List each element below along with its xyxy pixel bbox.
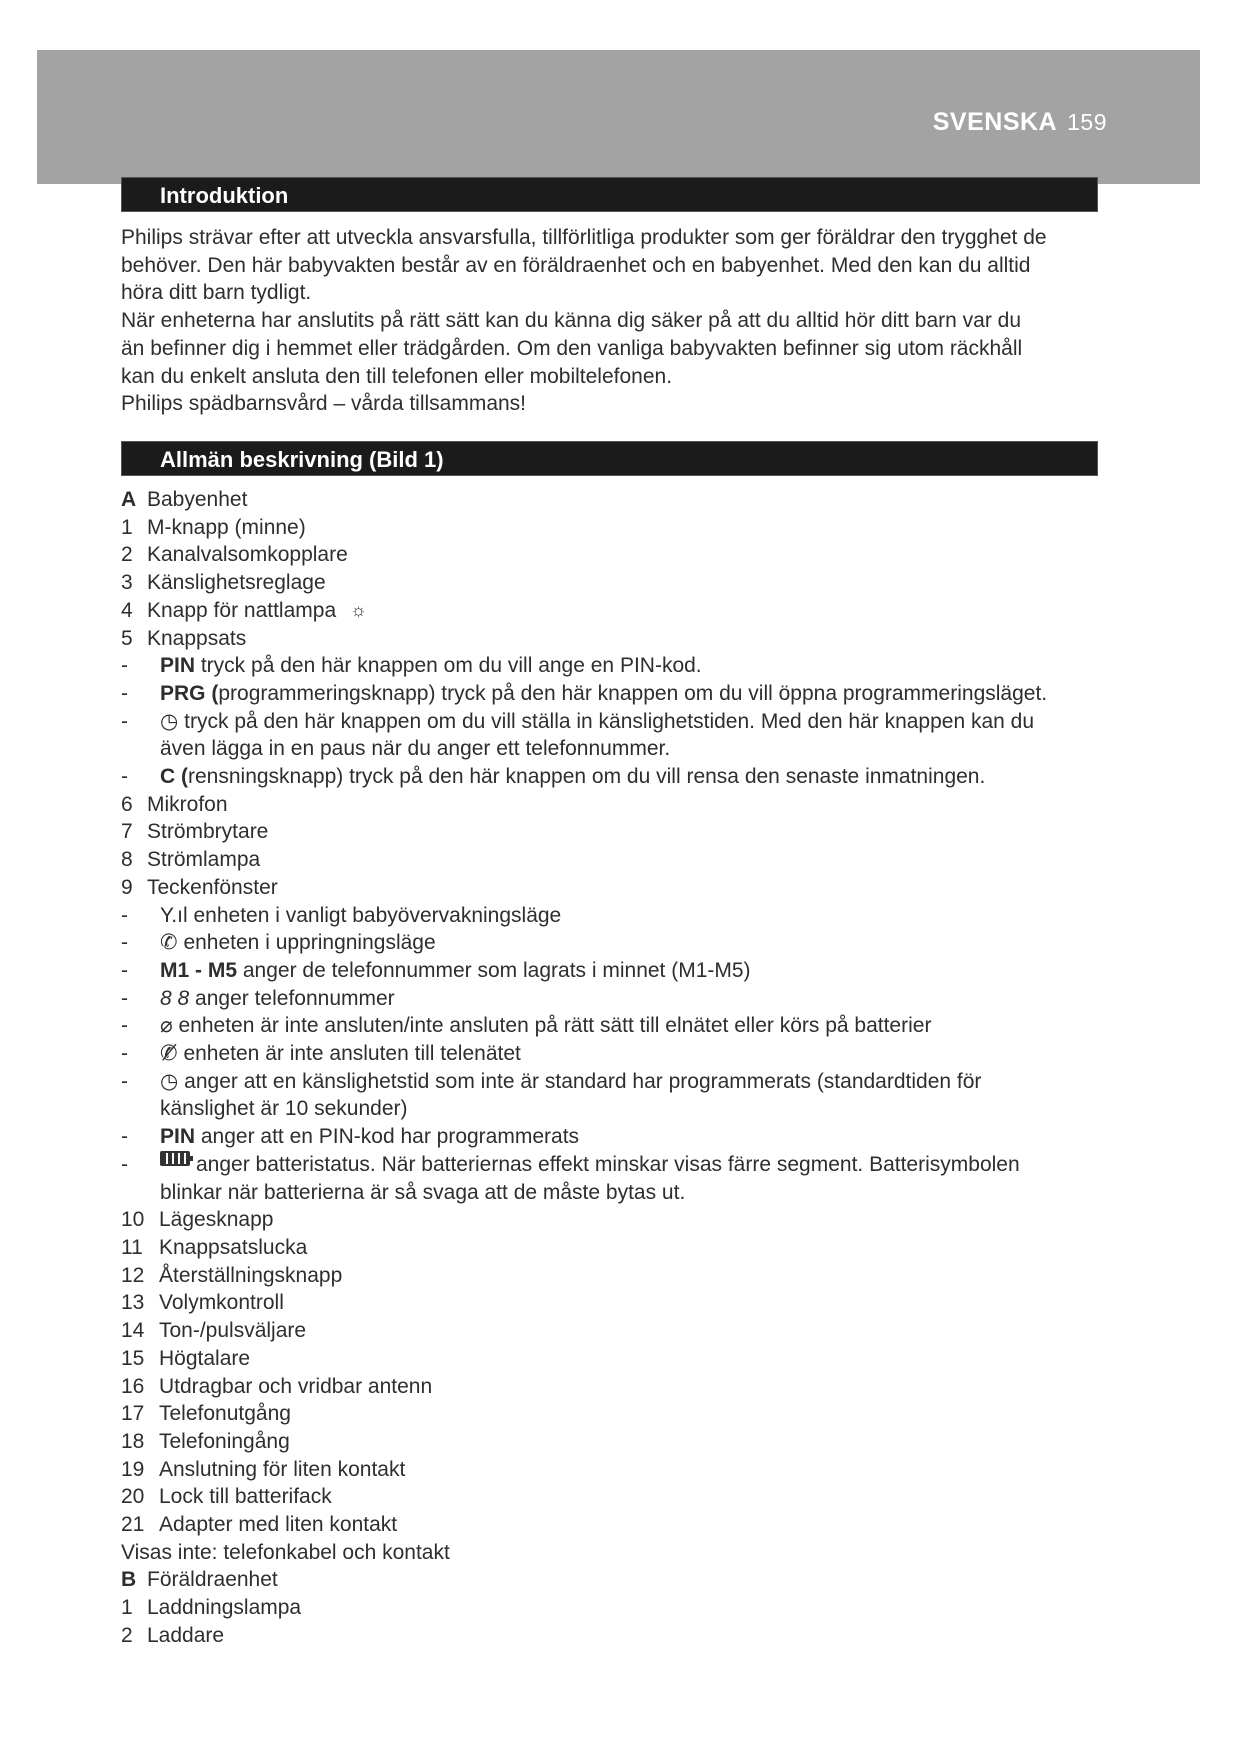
item-number: 6	[121, 792, 133, 816]
item-text: Ton-/pulsväljare	[159, 1319, 307, 1343]
sub-item-pin-key	[121, 652, 1106, 680]
item-text: Volymkontroll	[159, 1291, 284, 1315]
item-text-continued: även lägga in en paus när du anger ett telefonnummer.	[160, 737, 671, 761]
item-text: M-knapp (minne)	[147, 515, 306, 539]
page-header	[933, 108, 1107, 137]
battery-icon	[160, 1151, 190, 1166]
list-item	[121, 514, 1106, 542]
item-text: Lock till batterifack	[159, 1485, 332, 1509]
item-number: 18	[121, 1429, 145, 1453]
key-label: C (	[160, 765, 188, 789]
item-number: 17	[121, 1402, 145, 1426]
item-number: 2	[121, 1623, 133, 1647]
list-item	[121, 874, 1106, 902]
dash: -	[121, 1152, 128, 1176]
item-text: anger att en PIN-kod har programmerats	[195, 1125, 580, 1149]
intro-line: höra ditt barn tydligt.	[121, 281, 312, 305]
item-text: Känslighetsreglage	[147, 571, 326, 595]
intro-line: än befinner dig i hemmet eller trädgården. Om den vanliga babyvakten befinner sig utom räckhåll	[121, 336, 1023, 360]
item-number: 5	[121, 626, 133, 650]
list-item	[121, 1373, 1106, 1401]
item-number: 16	[121, 1374, 145, 1398]
item-number: 12	[121, 1263, 145, 1287]
dash: -	[121, 931, 128, 955]
item-text: tryck på den här knappen om du vill ställa in känslighetstiden. Med den här knappen kan du	[178, 709, 1035, 733]
digits-symbol: 8 8	[160, 986, 190, 1010]
intro-line: kan du enkelt ansluta den till telefonen eller mobiltelefonen.	[121, 364, 673, 388]
not-shown-note: Visas inte: telefonkabel och kontakt	[121, 1540, 450, 1564]
item-text: Återställningsknapp	[159, 1263, 343, 1287]
item-number: 15	[121, 1346, 145, 1370]
item-text: Utdragbar och vridbar antenn	[159, 1374, 433, 1398]
item-text: Knappsatslucka	[159, 1235, 308, 1259]
list-item	[121, 597, 1106, 625]
item-text: enheten är inte ansluten/inte ansluten på rätt sätt till elnätet eller körs på batterier	[172, 1014, 932, 1038]
pin-symbol: PIN	[160, 1125, 196, 1149]
list-item	[121, 1511, 1106, 1539]
item-text: Strömlampa	[147, 848, 261, 872]
dash: -	[121, 765, 128, 789]
item-text-continued: känslighet är 10 sekunder)	[160, 1097, 408, 1121]
item-number: 13	[121, 1291, 145, 1315]
list-item	[121, 1234, 1106, 1262]
list-item	[121, 541, 1106, 569]
list-item	[121, 1594, 1106, 1622]
sub-item-prg-key	[121, 680, 1106, 708]
dash: -	[121, 986, 128, 1010]
item-number: 8	[121, 848, 133, 872]
item-text: Adapter med liten kontakt	[159, 1513, 398, 1537]
unit-a-heading	[121, 486, 1106, 514]
list-item	[121, 1456, 1106, 1484]
item-text: anger att en känslighetstid som inte är standard har programmerats (standardtiden för	[178, 1069, 982, 1093]
list-item	[121, 818, 1106, 846]
intro-line: behöver. Den här babyvakten består av en föräldraenhet och en babyenhet. Med den kan du alltid	[121, 253, 1031, 277]
list-item	[121, 846, 1106, 874]
page-number: 159	[1067, 109, 1107, 135]
item-text: Laddare	[147, 1623, 225, 1647]
item-text: anger batteristatus. När batteriernas effekt minskar visas färre segment. Batterisymbolen	[196, 1152, 1020, 1176]
display-item-memory	[121, 957, 1106, 985]
display-item-power	[121, 1012, 1106, 1040]
item-number: 9	[121, 875, 133, 899]
item-text: Telefonutgång	[159, 1402, 291, 1426]
intro-line: Philips strävar efter att utveckla ansvarsfulla, tillförlitliga produkter som ger föräldrar den trygghet de	[121, 226, 1047, 249]
list-item	[121, 1483, 1106, 1511]
list-item	[121, 1262, 1106, 1290]
item-number: 2	[121, 543, 133, 567]
sub-item-timer-key	[121, 708, 1106, 736]
item-text: Knappsats	[147, 626, 247, 650]
sub-item-clear-key	[121, 763, 1106, 791]
dash: -	[121, 1042, 128, 1066]
item-number: 10	[121, 1208, 145, 1232]
display-item-dialing	[121, 929, 1106, 957]
item-text: Knapp för nattlampa	[147, 598, 337, 622]
description-list	[121, 486, 1106, 1650]
display-item-battery	[121, 1151, 1106, 1179]
unit-label: Föräldraenhet	[147, 1568, 278, 1592]
item-text: enheten i vanligt babyövervakningsläge	[187, 903, 562, 927]
item-text: rensningsknapp) tryck på den här knappen om du vill rensa den senaste inmatningen.	[188, 765, 986, 789]
item-text: tryck på den här knappen om du vill ange en PIN-kod.	[195, 654, 702, 678]
item-text: Högtalare	[159, 1346, 251, 1370]
dash: -	[121, 681, 128, 705]
list-item	[121, 1622, 1106, 1650]
list-item	[121, 569, 1106, 597]
item-text-continued: blinkar när batterierna är så svaga att de måste bytas ut.	[160, 1180, 686, 1204]
dash: -	[121, 903, 128, 927]
section-heading-general-description: Allmän beskrivning (Bild 1)	[121, 441, 1098, 476]
unit-b-heading	[121, 1566, 1106, 1594]
display-item-pin	[121, 1123, 1106, 1151]
item-text: Lägesknapp	[159, 1208, 274, 1232]
dash: -	[121, 958, 128, 982]
memory-symbol: M1 - M5	[160, 958, 238, 982]
item-text: enheten är inte ansluten till telenätet	[177, 1042, 521, 1066]
item-text: Teckenfönster	[147, 875, 278, 899]
item-number: 3	[121, 571, 133, 595]
list-item	[121, 1400, 1106, 1428]
list-item	[121, 1206, 1106, 1234]
item-text: Kanalvalsomkopplare	[147, 543, 348, 567]
unit-letter: B	[121, 1568, 137, 1592]
item-number: 19	[121, 1457, 145, 1481]
item-number: 11	[121, 1235, 143, 1259]
dash: -	[121, 654, 128, 678]
dash: -	[121, 1125, 128, 1149]
list-item	[121, 1428, 1106, 1456]
item-text: Strömbrytare	[147, 820, 269, 844]
section-heading-introduction: Introduktion	[121, 177, 1098, 212]
list-item	[121, 1317, 1106, 1345]
item-number: 14	[121, 1319, 145, 1343]
display-item-timer	[121, 1068, 1106, 1096]
item-text: Mikrofon	[147, 792, 228, 816]
display-item-digits	[121, 985, 1106, 1013]
display-item-signal	[121, 902, 1106, 930]
item-number: 4	[121, 598, 133, 622]
item-text: Laddningslampa	[147, 1596, 302, 1620]
item-number: 7	[121, 820, 133, 844]
unit-letter: A	[121, 488, 137, 511]
item-number: 1	[121, 515, 133, 539]
timer-icon: ◷	[160, 709, 179, 733]
list-item	[121, 625, 1106, 653]
signal-icon: Y.ıl	[160, 903, 188, 927]
key-label: PIN	[160, 654, 196, 678]
language-label: SVENSKA	[932, 108, 1058, 136]
no-phone-line-icon: ✆̸	[160, 1042, 178, 1066]
item-text: programmeringsknapp) tryck på den här knappen om du vill öppna programmeringsläget.	[218, 681, 1048, 705]
dash: -	[121, 709, 128, 733]
item-number: 20	[121, 1485, 145, 1509]
key-label: PRG (	[160, 681, 219, 705]
display-item-phone	[121, 1040, 1106, 1068]
intro-line: När enheterna har anslutits på rätt sätt kan du känna dig säker på att du alltid hör ditt barn var du	[121, 309, 1022, 333]
dialing-icon: ✆	[160, 931, 178, 955]
intro-line: Philips spädbarnsvård – vårda tillsammans!	[121, 392, 527, 416]
item-text: enheten i uppringningsläge	[177, 931, 436, 955]
item-text: anger telefonnummer	[189, 986, 395, 1010]
list-item	[121, 1289, 1106, 1317]
item-text: Telefoningång	[159, 1429, 290, 1453]
no-power-icon: ⌀	[160, 1014, 173, 1038]
list-item	[121, 791, 1106, 819]
unit-label: Babyenhet	[147, 488, 248, 511]
item-number: 1	[121, 1596, 133, 1620]
dash: -	[121, 1069, 128, 1093]
intro-paragraph	[121, 224, 1106, 418]
timer-icon: ◷	[160, 1069, 179, 1093]
list-item	[121, 1345, 1106, 1373]
dash: -	[121, 1014, 128, 1038]
night-light-icon: ☼	[350, 599, 367, 620]
item-text: anger de telefonnummer som lagrats i minnet (M1-M5)	[237, 958, 751, 982]
item-number: 21	[121, 1513, 145, 1537]
item-text: Anslutning för liten kontakt	[159, 1457, 406, 1481]
